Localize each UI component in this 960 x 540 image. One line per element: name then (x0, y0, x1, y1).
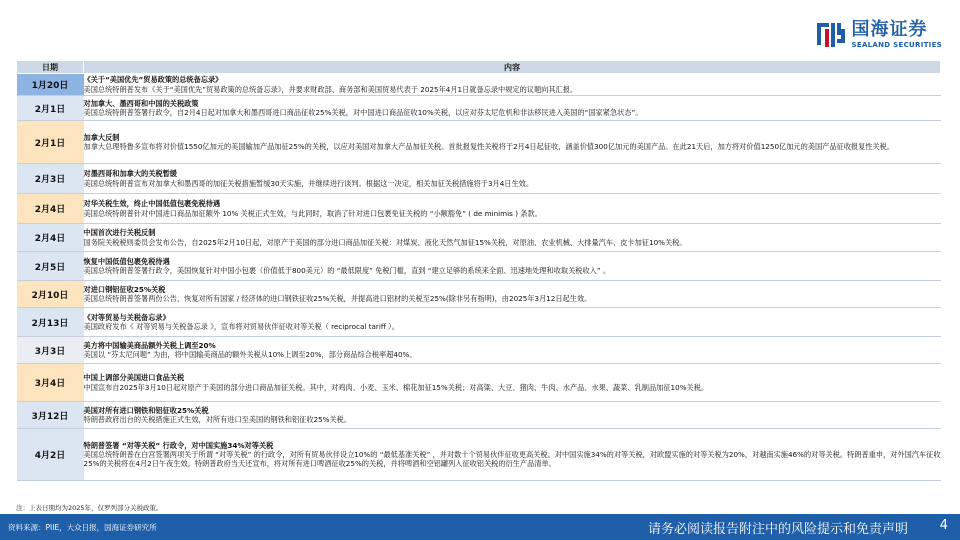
table-row (17, 164, 941, 194)
row-title: 特朗普签署 “对等关税” 行政令，对中国实施34%对等关税 (83, 440, 274, 450)
row-date: 2月1日 (17, 121, 84, 164)
row-content (84, 364, 941, 402)
row-date: 2月13日 (17, 308, 84, 337)
row-title: 中国上调部分美国进口食品关税 (83, 373, 185, 383)
brand-name-en: SEALAND SECURITIES (851, 41, 942, 49)
table-row (17, 224, 941, 252)
row-date: 3月4日 (17, 364, 84, 402)
row-title: 中国首次进行关税反制 (83, 228, 156, 238)
table-row (17, 429, 941, 481)
row-content (84, 252, 941, 281)
table-row (17, 74, 941, 96)
row-date: 3月12日 (17, 402, 84, 429)
page-number: 4 (939, 518, 948, 533)
row-body: 美国总统特朗普签署行政令，美国恢复针对中国小包裹（价值低于800美元）的 “最低限度” 免税门槛，直到 “建立足够的系统来全面、迅速地处理和收取关税收入” 。 (83, 266, 611, 275)
row-title: 加拿大反制 (83, 132, 120, 142)
row-date: 4月2日 (17, 429, 84, 481)
row-body: 美国总统特朗普发布《关于“美国优先”贸易政策的总统备忘录》，并要求财政部、商务部和美国贸易代表于 2025年4月1日就备忘录中规定的议题向其汇报。 (83, 84, 578, 94)
row-content (84, 402, 941, 429)
header-content: 内容 (84, 61, 941, 74)
row-content (84, 74, 941, 96)
row-body: 美国总统特朗普签署行政令，自2月4日起对加拿大和墨西哥进口商品征收25%关税，对中国进口商品征收10%关税，以应对芬太尼危机和非法移民进入美国的“国家紧急状态”。 (83, 108, 643, 117)
table-note: 注：上表日期均为2025年，仅罗列部分关税政策。 (16, 504, 163, 512)
row-date: 2月1日 (17, 96, 84, 121)
row-content (84, 164, 941, 194)
header-date: 日期 (17, 61, 84, 74)
table-row (17, 308, 941, 337)
row-date: 3月3日 (17, 337, 84, 364)
table-row (17, 281, 941, 308)
row-title: 对墨西哥和加拿大的关税暂缓 (83, 169, 177, 179)
row-title: 美国对所有进口钢铁和铝征收25%关税 (83, 405, 209, 415)
row-content (84, 121, 941, 164)
row-title: 《关于“美国优先”贸易政策的总统备忘录》 (83, 75, 223, 85)
row-body: 国务院关税税则委员会发布公告，自2025年2月10日起，对原产于美国的部分进口商品加征关税：对煤炭、液化天然气加征15%关税，对原油、农业机械、大排量汽车、皮卡加征10%关税。 (83, 237, 687, 247)
row-body: 中国宣布自2025年3月10日起对原产于美国的部分进口商品加征关税。其中，对鸡肉、小麦、玉米、棉花加征15%关税；对高粱、大豆、猪肉、牛肉、水产品、水果、蔬菜、乳制品加征10%关税。 (83, 382, 709, 392)
row-content (84, 337, 941, 364)
row-title: 对加拿大、墨西哥和中国的关税政策 (83, 98, 199, 108)
row-date: 2月4日 (17, 224, 84, 252)
row-body: 美国总统特朗普针对中国进口商品加征额外 10% 关税正式生效，与此同时，取消了针对进口包裹免征关税的 “小额豁免” ( de minimis ) 条款。 (83, 208, 542, 218)
sealand-logo-icon (816, 20, 846, 50)
row-date: 1月20日 (17, 74, 84, 96)
table-row (17, 364, 941, 402)
row-date: 2月5日 (17, 252, 84, 281)
row-body: 美国以 “芬太尼问题” 为由，将中国输美商品的额外关税从10%上调至20%，部分商品综合税率超40%。 (83, 350, 417, 359)
row-body: 美国政府发布《 对等贸易与关税备忘录 》，宣布将对贸易伙伴征收对等关税（ reciprocal tariff ）。 (83, 322, 399, 331)
tariff-timeline-table (16, 60, 941, 481)
row-body: 美国总统特朗普宣布对加拿大和墨西哥的加征关税措施暂缓30天实施，并继续进行谈判。根据这一决定，相关加征关税措施将于3月4日生效。 (83, 178, 534, 188)
row-body: 美国总统特朗普在白宫签署两项关于所谓 “对等关税” 的行政令，对所有贸易伙伴设立10%的 “最低基准关税” ，并对数十个贸易伙伴征收更高关税。对中国实施34%的对等关税，对欧盟实施的对等关税为20%，对越南实施46%的对等关税。特朗普重申，对外国汽车征收25%的关税将在4月2日午夜生效。特朗普政府当天还宣布，将对所有进口啤酒征收25%的关税，并将啤酒和空铝罐列入征收铝关税的衍生产品清单。 (83, 449, 941, 469)
row-title: 《对等贸易与关税备忘录》 (83, 312, 170, 322)
row-title: 恢复中国低值包裹免税待遇 (83, 256, 170, 266)
disclaimer-text: 请务必阅读报告附注中的风险提示和免责声明 (647, 522, 908, 537)
row-title: 对进口钢铝征收25%关税 (83, 284, 166, 294)
row-content (84, 224, 941, 252)
table-row (17, 337, 941, 364)
table-row (17, 194, 941, 224)
row-title: 对华关税生效，终止中国低值包裹免税待遇 (83, 199, 221, 209)
row-date: 2月10日 (17, 281, 84, 308)
table-row (17, 252, 941, 281)
data-source: 资料来源：PIIE，大众日报，国海证券研究所 (8, 523, 157, 532)
row-content (84, 194, 941, 224)
brand-name-cn: 国海证券 (851, 19, 928, 40)
row-content (84, 429, 941, 481)
table-header-row (17, 61, 941, 74)
table-row (17, 121, 941, 164)
footer-bar (0, 514, 960, 540)
table-row (17, 402, 941, 429)
row-content (84, 308, 941, 337)
row-body: 特朗普政府出台的关税措施正式生效，对所有进口至美国的钢铁和铝征收25%关税。 (83, 415, 352, 424)
row-date: 2月3日 (17, 164, 84, 194)
row-title: 美方将中国输美商品额外关税上调至20% (83, 340, 216, 350)
brand-logo (816, 18, 942, 52)
row-date: 2月4日 (17, 194, 84, 224)
row-body: 加拿大总理特鲁多宣布将对价值1550亿加元的美国输加产品加征25%的关税，以应对美国对加拿大产品加征关税。首批报复性关税将于2月4日起征收，涵盖价值300亿加元的美国产品。在此21天后，加方将对价值1250亿加元的美国产品征收报复性关税。 (83, 142, 895, 151)
table-row (17, 96, 941, 121)
row-content (84, 281, 941, 308)
row-body: 美国总统特朗普签署两份公告，恢复对所有国家 / 经济体的进口钢铁征收25%关税，并提高进口铝材的关税至25%(除非另有指明)，由2025年3月12日起生效。 (83, 294, 592, 303)
row-content (84, 96, 941, 121)
